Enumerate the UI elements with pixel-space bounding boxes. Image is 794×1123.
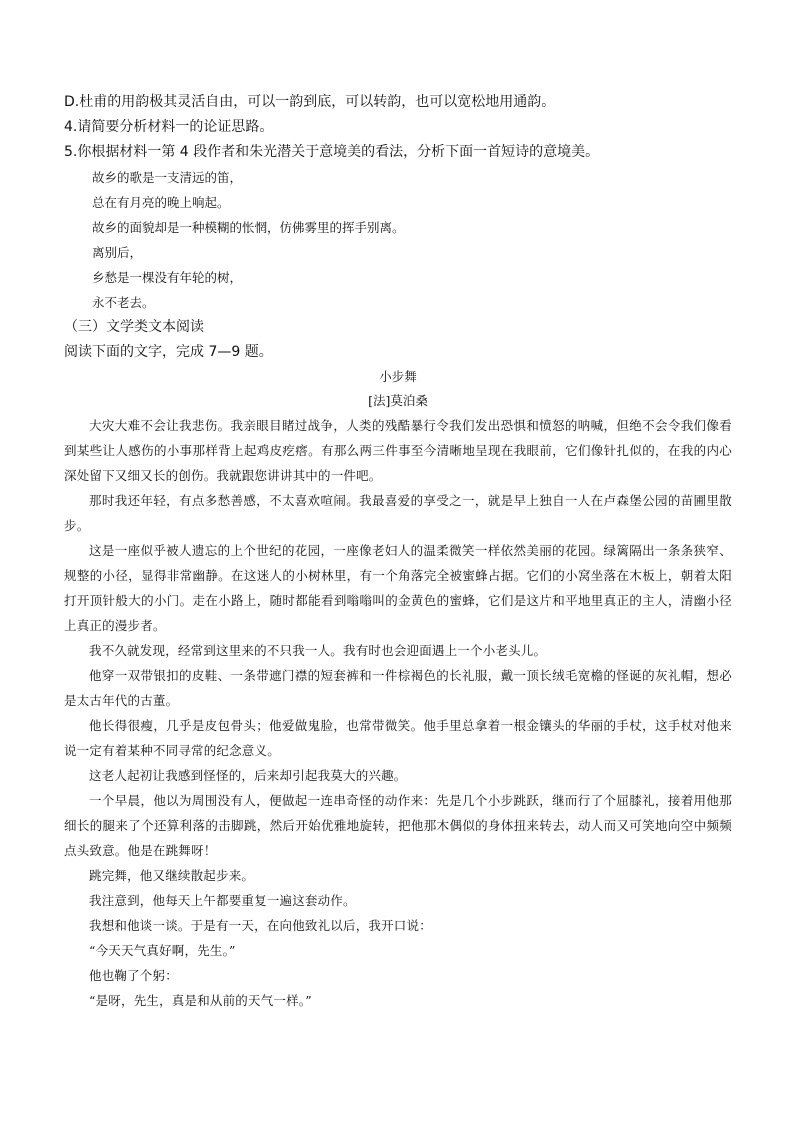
question-5: 5.你根据材料一第 4 段作者和朱光潜关于意境美的看法，分析下面一首短诗的意境美。 (64, 144, 600, 160)
article-paragraph: “今天天气真好啊，先生。” (89, 943, 236, 958)
poem-line: 故乡的面貌却是一种模糊的怅惘，仿佛雾里的挥手别离。 (92, 220, 405, 235)
article-paragraph: “是呀，先生，真是和从前的天气一样。” (89, 993, 312, 1008)
poem-line: 乡愁是一棵没有年轮的树， (92, 270, 243, 285)
poem-line: 故乡的歌是一支清远的笛， (92, 170, 243, 185)
article-body (64, 413, 732, 1013)
poem-line: 离别后， (92, 245, 143, 260)
article-paragraph: 我不久就发现，经常到这里来的不只我一人。我有时也会迎面遇上一个小老头儿。 (89, 643, 547, 658)
article-paragraph: 大灾大难不会让我悲伤。我亲眼目睹过战争，人类的残酷暴行令我们发出恐惧和愤怒的呐喊，但绝不会令我们像看到某些让人感伤的小事那样背上起鸡皮疙瘩。有那么两三件事至今清晰地呈现在我眼前，它们像针扎似的，在我的内心深处留下又细又长的创伤。我就跟您讲讲其中的一件吧。 (64, 418, 732, 483)
article-paragraph: 这老人起初让我感到怪怪的，后来却引起我莫大的兴趣。 (89, 768, 407, 783)
section-instruction: 阅读下面的文字，完成 7—9 题。 (64, 344, 273, 360)
article-paragraph: 他穿一双带银扣的皮鞋、一条带遮门襟的短套裤和一件棕褐色的长礼服，戴一顶长绒毛宽檐的怪诞的灰礼帽，想必是太古年代的古董。 (64, 668, 732, 708)
article-paragraph: 跳完舞，他又继续散起步来。 (89, 868, 255, 883)
article-title: 小步舞 (379, 369, 417, 384)
poem-block (64, 165, 732, 315)
article-paragraph: 我注意到，他每天上午都要重复一遍这套动作。 (89, 893, 356, 908)
article-paragraph: 他长得很瘦，几乎是皮包骨头；他爱做鬼脸，也常带微笑。他手里总拿着一根金镶头的华丽的手杖，这手杖对他来说一定有着某种不同寻常的纪念意义。 (64, 718, 732, 758)
question-option-d: D.杜甫的用韵极其灵活自由，可以一韵到底，可以转韵，也可以宽松地用通韵。 (64, 94, 556, 110)
poem-line: 总在有月亮的晚上响起。 (92, 195, 230, 210)
section-heading: （三）文学类文本阅读 (64, 319, 204, 335)
question-4: 4.请简要分析材料一的论证思路。 (64, 119, 274, 135)
article-paragraph: 一个早晨，他以为周围没有人，便做起一连串奇怪的动作来：先是几个小步跳跃，继而行了个屈膝礼，接着用他那细长的腿来了个还算利落的击脚跳，然后开始优雅地旋转，把他那木偶似的身体扭来转去，动人而又可笑地向空中频频点头致意。他是在跳舞呀！ (64, 793, 732, 858)
article-paragraph: 那时我还年轻，有点多愁善感，不太喜欢喧闹。我最喜爱的享受之一，就是早上独自一人在卢森堡公园的苗圃里散步。 (64, 493, 732, 533)
article-paragraph: 这是一座似乎被人遗忘的上个世纪的花园，一座像老妇人的温柔微笑一样依然美丽的花园。绿篱隔出一条条狭窄、规整的小径，显得非常幽静。在这迷人的小树林里，有一个角落完全被蜜蜂占据。它们的小窝坐落在木板上，朝着太阳打开顶针般大的小门。走在小路上，随时都能看到嗡嗡叫的金黄色的蜜蜂，它们是这片和平地里真正的主人，清幽小径上真正的漫步者。 (64, 543, 732, 633)
article-paragraph: 他也鞠了个躬： (89, 968, 178, 983)
document-page (64, 90, 732, 1013)
article-author: [法]莫泊桑 (368, 393, 428, 408)
article-paragraph: 我想和他谈一谈。于是有一天，在向他致礼以后，我开口说： (89, 918, 432, 933)
poem-line: 永不老去。 (92, 295, 155, 310)
